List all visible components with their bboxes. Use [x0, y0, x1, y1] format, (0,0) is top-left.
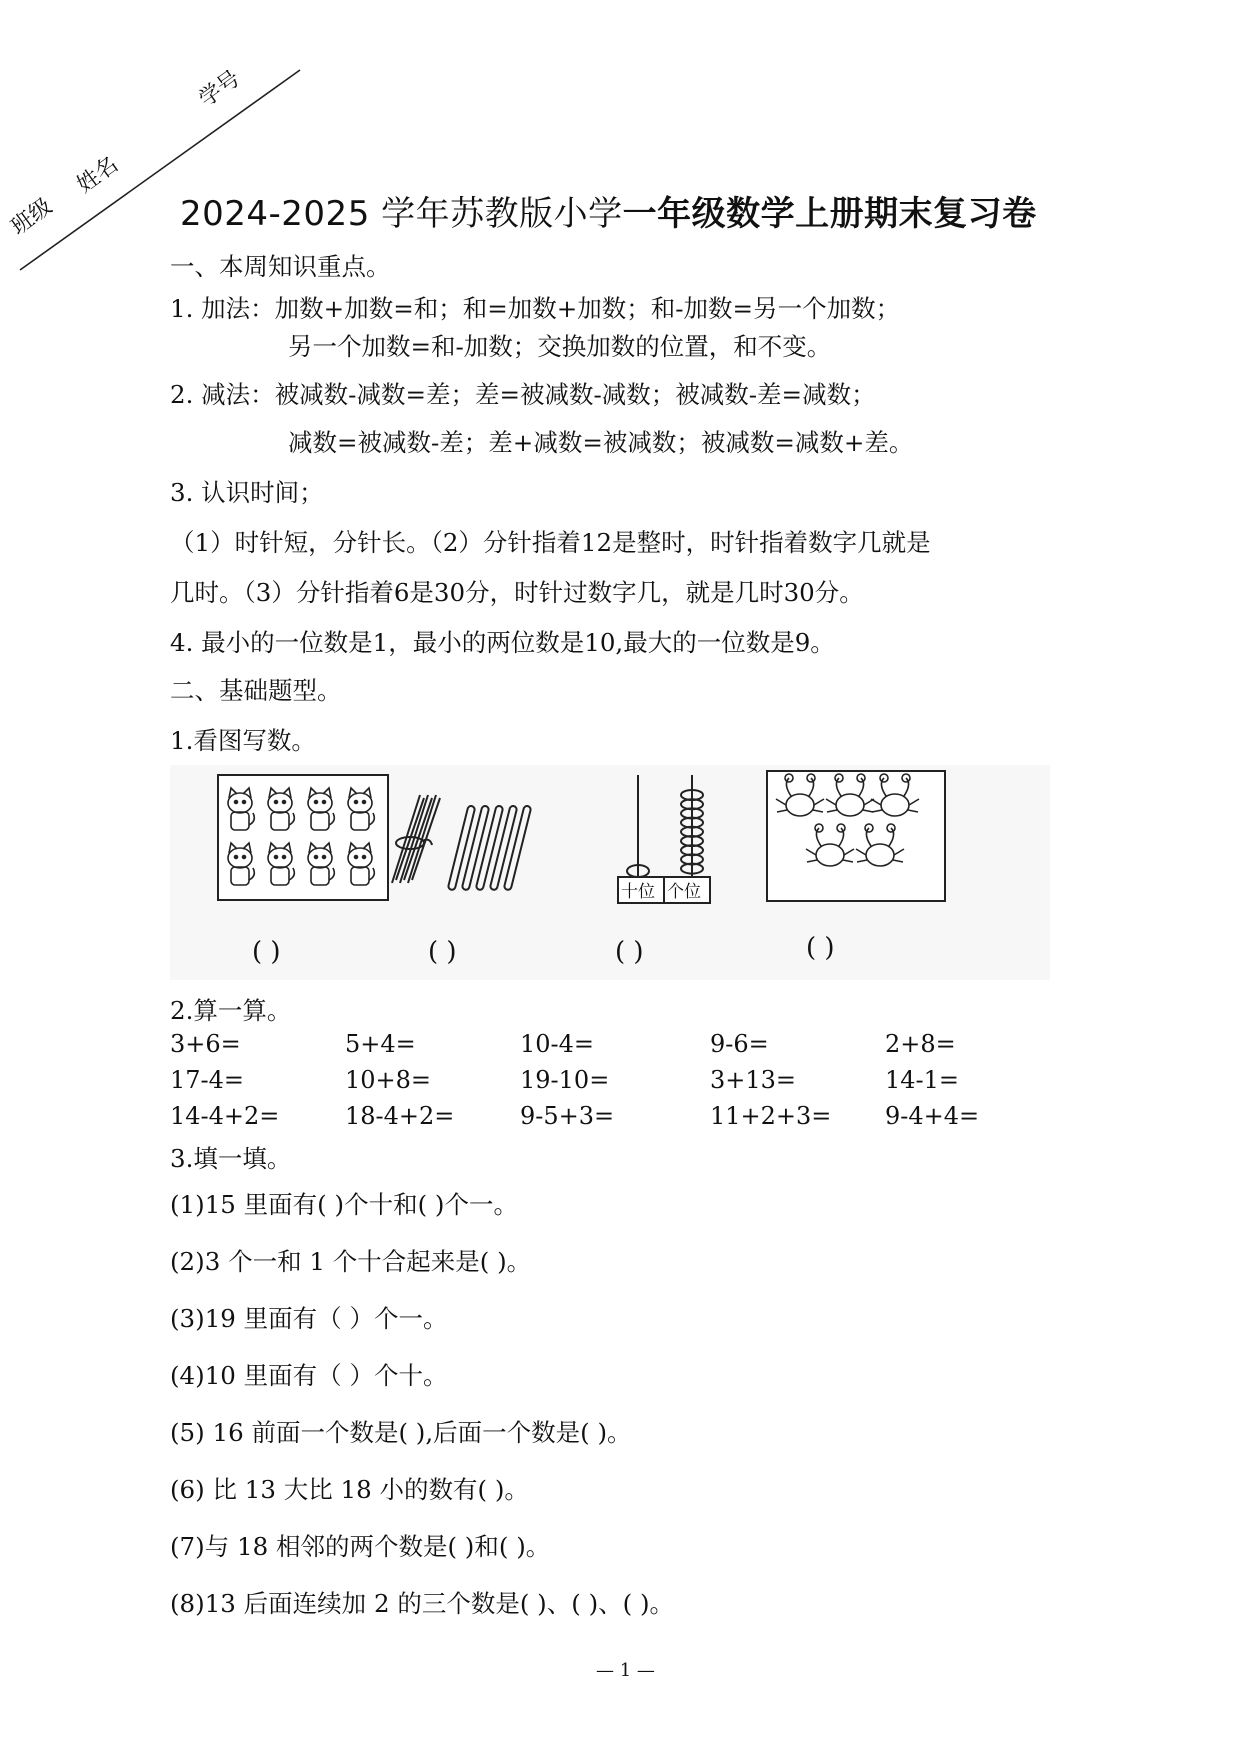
section1-heading: 一、本周知识重点。: [170, 252, 391, 281]
subtraction-rule-1: 2. 减法：被减数-减数=差；差=被减数-减数；被减数-差=减数；: [170, 380, 876, 409]
student-info-lines: [10, 60, 310, 280]
page-title-normal: 2024-2025 学年苏教版小学: [180, 194, 623, 234]
fill-item[interactable]: (8)13 后面连续加 2 的三个数是( )、( )、( )。: [170, 1589, 675, 1618]
subtraction-rule-2: 减数=被减数-差；差+减数=被减数；被减数=减数+差。: [288, 428, 914, 457]
answer-paren-2[interactable]: ( ): [428, 937, 457, 967]
calc-item[interactable]: 14-1=: [885, 1066, 960, 1094]
q3-heading: 3.填一填。: [170, 1144, 292, 1173]
abacus-ones-label: 个位: [667, 882, 701, 902]
calc-item[interactable]: 9-5+3=: [520, 1102, 615, 1130]
calc-item[interactable]: 18-4+2=: [345, 1102, 455, 1130]
q2-heading: 2.算一算。: [170, 996, 292, 1025]
q1-heading: 1.看图写数。: [170, 726, 316, 755]
calc-item[interactable]: 3+6=: [170, 1030, 241, 1058]
fill-item[interactable]: (7)与 18 相邻的两个数是( )和( )。: [170, 1532, 551, 1561]
answer-paren-3[interactable]: ( ): [615, 937, 644, 967]
fill-item[interactable]: (4)10 里面有（ ）个十。: [170, 1361, 448, 1390]
fill-item[interactable]: (1)15 里面有( )个十和( )个一。: [170, 1190, 518, 1219]
calc-item[interactable]: 3+13=: [710, 1066, 797, 1094]
id-label: 学号: [194, 66, 246, 113]
number-facts: 4. 最小的一位数是1，最小的两位数是10,最大的一位数是9。: [170, 628, 835, 657]
calc-item[interactable]: 2+8=: [885, 1030, 956, 1058]
time-rule-1: （1）时针短，分针长。（2）分针指着12是整时，时针指着数字几就是: [170, 528, 931, 557]
calc-item[interactable]: 5+4=: [345, 1030, 416, 1058]
calc-item[interactable]: 9-4+4=: [885, 1102, 980, 1130]
name-label: 姓名: [72, 152, 124, 199]
calc-item[interactable]: 10+8=: [345, 1066, 432, 1094]
page-title: [180, 186, 1037, 235]
fill-item[interactable]: (2)3 个一和 1 个十合起来是( )。: [170, 1247, 532, 1276]
calc-item[interactable]: 11+2+3=: [710, 1102, 832, 1130]
addition-rule-1: 1. 加法：加数+加数=和；和=加数+加数；和-加数=另一个加数；: [170, 294, 901, 323]
page-number: — 1 —: [596, 1660, 655, 1681]
cats-picture: [218, 775, 388, 900]
section2-heading: 二、基础题型。: [170, 676, 342, 705]
calc-item[interactable]: 19-10=: [520, 1066, 610, 1094]
fill-item[interactable]: (3)19 里面有（ ）个一。: [170, 1304, 448, 1333]
fill-item[interactable]: (5) 16 前面一个数是( ),后面一个数是( )。: [170, 1418, 632, 1447]
answer-paren-4[interactable]: ( ): [806, 933, 835, 963]
answer-paren-1[interactable]: ( ): [252, 937, 281, 967]
class-label: 班级: [6, 194, 58, 241]
calc-item[interactable]: 9-6=: [710, 1030, 769, 1058]
crabs-picture: [767, 771, 945, 901]
addition-rule-2: 另一个加数=和-加数；交换加数的位置，和不变。: [288, 332, 832, 361]
page-title-bold: 一年级数学上册期末复习卷: [622, 194, 1037, 234]
time-heading: 3. 认识时间；: [170, 478, 324, 507]
student-info-header: [6, 60, 310, 280]
fill-item[interactable]: (6) 比 13 大比 18 小的数有( )。: [170, 1475, 529, 1504]
abacus-tens-label: 十位: [621, 882, 655, 902]
calc-item[interactable]: 14-4+2=: [170, 1102, 280, 1130]
picture-illustrations: [170, 765, 1050, 980]
time-rule-2: 几时。（3）分针指着6是30分，时针过数字几，就是几时30分。: [170, 578, 864, 607]
calc-item[interactable]: 10-4=: [520, 1030, 595, 1058]
calc-item[interactable]: 17-4=: [170, 1066, 245, 1094]
picture-panel: [170, 765, 1050, 980]
